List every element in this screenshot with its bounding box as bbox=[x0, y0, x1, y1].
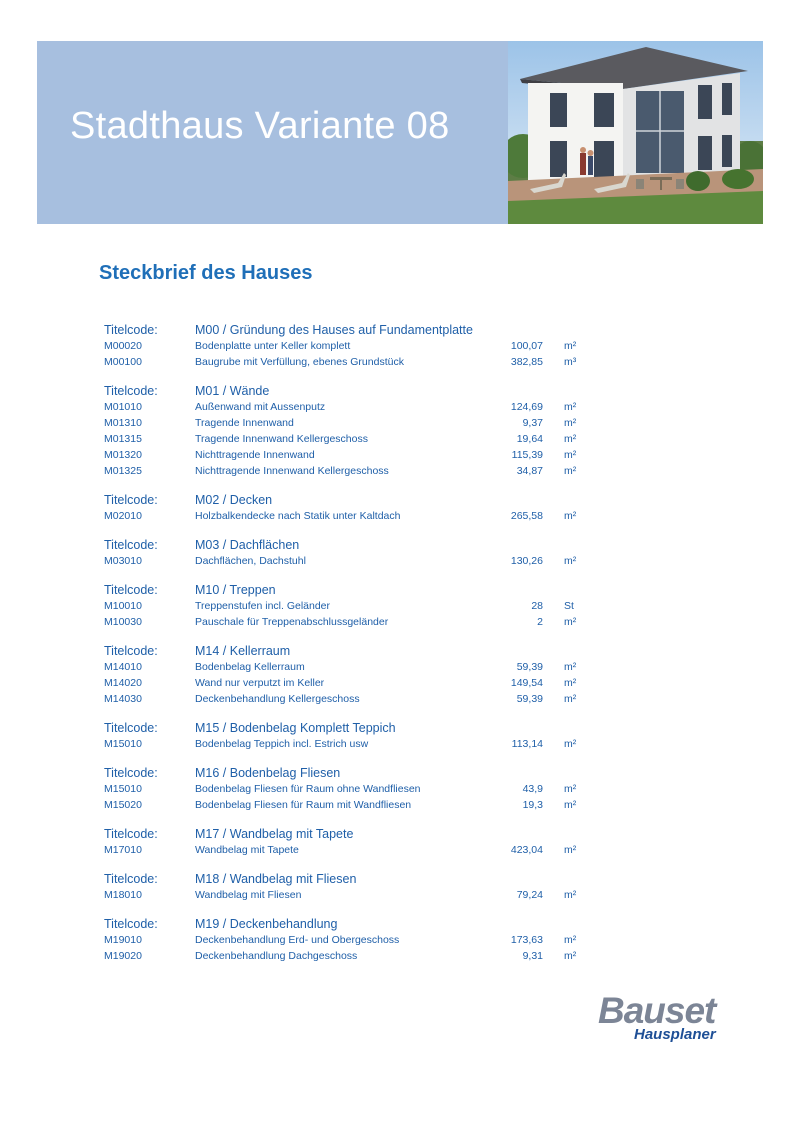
item-code: M15010 bbox=[104, 783, 142, 795]
item-code: M14030 bbox=[104, 693, 142, 705]
item-description: Tragende Innenwand bbox=[195, 417, 294, 429]
logo-subtitle: Hausplaner bbox=[634, 1026, 716, 1043]
item-code: M18010 bbox=[104, 889, 142, 901]
item-code: M01310 bbox=[104, 417, 142, 429]
item-row bbox=[104, 949, 604, 965]
item-description: Bodenbelag Teppich incl. Estrich usw bbox=[195, 738, 369, 750]
item-value: 130,26 bbox=[510, 555, 543, 567]
item-value: 382,85 bbox=[510, 356, 543, 368]
item-description: Deckenbehandlung Dachgeschoss bbox=[195, 950, 358, 962]
item-row bbox=[104, 692, 604, 708]
titelcode-label: Titelcode: bbox=[104, 644, 158, 658]
title-group bbox=[104, 721, 604, 753]
item-unit: m² bbox=[564, 738, 577, 750]
group-header bbox=[104, 538, 604, 554]
item-code: M01320 bbox=[104, 449, 142, 461]
item-row bbox=[104, 355, 604, 371]
group-header bbox=[104, 583, 604, 599]
item-code: M14020 bbox=[104, 677, 142, 689]
title-group bbox=[104, 766, 604, 814]
item-code: M19020 bbox=[104, 950, 142, 962]
item-code: M10010 bbox=[104, 600, 142, 612]
item-unit: m² bbox=[564, 799, 577, 811]
item-row bbox=[104, 599, 604, 615]
item-row bbox=[104, 448, 604, 464]
item-description: Dachflächen, Dachstuhl bbox=[195, 555, 306, 567]
item-row bbox=[104, 509, 604, 525]
item-row bbox=[104, 798, 604, 814]
group-header bbox=[104, 493, 604, 509]
item-row bbox=[104, 615, 604, 631]
house-illustration bbox=[508, 41, 763, 224]
item-row bbox=[104, 432, 604, 448]
item-value: 265,58 bbox=[510, 510, 543, 522]
item-description: Nichttragende Innenwand bbox=[195, 449, 315, 461]
item-row bbox=[104, 888, 604, 904]
item-unit: m³ bbox=[564, 356, 577, 368]
item-value: 34,87 bbox=[516, 465, 543, 477]
item-code: M01325 bbox=[104, 465, 142, 477]
item-value: 149,54 bbox=[510, 677, 543, 689]
group-header bbox=[104, 323, 604, 339]
item-row bbox=[104, 400, 604, 416]
item-code: M00020 bbox=[104, 340, 142, 352]
group-title: M10 / Treppen bbox=[195, 583, 276, 597]
group-title: M15 / Bodenbelag Komplett Teppich bbox=[195, 721, 396, 735]
item-value: 124,69 bbox=[510, 401, 543, 413]
item-unit: m² bbox=[564, 417, 577, 429]
item-unit: m² bbox=[564, 783, 577, 795]
titelcode-label: Titelcode: bbox=[104, 493, 158, 507]
house-photo bbox=[508, 41, 763, 224]
item-description: Bodenplatte unter Keller komplett bbox=[195, 340, 351, 352]
titelcode-label: Titelcode: bbox=[104, 538, 158, 552]
title-group bbox=[104, 917, 604, 965]
item-code: M17010 bbox=[104, 844, 142, 856]
titelcode-label: Titelcode: bbox=[104, 323, 158, 337]
item-unit: m² bbox=[564, 889, 577, 901]
item-description: Treppenstufen incl. Geländer bbox=[195, 600, 331, 612]
group-header bbox=[104, 644, 604, 660]
item-unit: m² bbox=[564, 510, 577, 522]
item-value: 19,3 bbox=[522, 799, 543, 811]
group-title: M19 / Deckenbehandlung bbox=[195, 917, 338, 931]
titelcode-label: Titelcode: bbox=[104, 872, 158, 886]
item-row bbox=[104, 416, 604, 432]
item-value: 28 bbox=[531, 600, 543, 612]
item-value: 79,24 bbox=[516, 889, 543, 901]
title-group bbox=[104, 538, 604, 570]
item-description: Wand nur verputzt im Keller bbox=[195, 677, 325, 689]
item-row bbox=[104, 339, 604, 355]
item-row bbox=[104, 737, 604, 753]
item-unit: m² bbox=[564, 693, 577, 705]
item-unit: m² bbox=[564, 661, 577, 673]
titelcode-label: Titelcode: bbox=[104, 917, 158, 931]
titelcode-label: Titelcode: bbox=[104, 384, 158, 398]
item-row bbox=[104, 676, 604, 692]
item-code: M02010 bbox=[104, 510, 142, 522]
item-row bbox=[104, 933, 604, 949]
item-unit: m² bbox=[564, 950, 577, 962]
item-code: M15020 bbox=[104, 799, 142, 811]
section-title: Steckbrief des Hauses bbox=[99, 262, 313, 284]
title-group bbox=[104, 872, 604, 904]
item-description: Bodenbelag Fliesen für Raum mit Wandfliesen bbox=[195, 799, 412, 811]
item-value: 423,04 bbox=[510, 844, 543, 856]
group-title: M16 / Bodenbelag Fliesen bbox=[195, 766, 341, 780]
item-unit: m² bbox=[564, 844, 577, 856]
item-description: Baugrube mit Verfüllung, ebenes Grundstück bbox=[195, 356, 404, 368]
item-description: Deckenbehandlung Kellergeschoss bbox=[195, 693, 360, 705]
item-value: 9,37 bbox=[522, 417, 543, 429]
title-group bbox=[104, 493, 604, 525]
item-description: Pauschale für Treppenabschlussgeländer bbox=[195, 616, 389, 628]
group-title: M00 / Gründung des Hauses auf Fundamentplatte bbox=[195, 323, 473, 337]
item-row bbox=[104, 660, 604, 676]
page-title: Stadthaus Variante 08 bbox=[70, 105, 450, 147]
item-value: 19,64 bbox=[516, 433, 543, 445]
item-unit: m² bbox=[564, 449, 577, 461]
group-title: M01 / Wände bbox=[195, 384, 270, 398]
item-row bbox=[104, 843, 604, 859]
item-code: M14010 bbox=[104, 661, 142, 673]
title-group bbox=[104, 384, 604, 480]
item-value: 9,31 bbox=[522, 950, 543, 962]
group-title: M02 / Decken bbox=[195, 493, 273, 507]
item-unit: m² bbox=[564, 934, 577, 946]
item-value: 113,14 bbox=[511, 738, 543, 750]
item-row bbox=[104, 554, 604, 570]
item-unit: m² bbox=[564, 433, 577, 445]
title-group bbox=[104, 583, 604, 631]
item-value: 173,63 bbox=[510, 934, 543, 946]
titelcode-label: Titelcode: bbox=[104, 721, 158, 735]
titelcode-label: Titelcode: bbox=[104, 827, 158, 841]
item-description: Deckenbehandlung Erd- und Obergeschoss bbox=[195, 934, 400, 946]
title-code-list bbox=[104, 323, 604, 978]
item-code: M01315 bbox=[104, 433, 142, 445]
item-unit: St bbox=[564, 600, 574, 612]
item-description: Tragende Innenwand Kellergeschoss bbox=[195, 433, 368, 445]
item-description: Holzbalkendecke nach Statik unter Kaltdach bbox=[195, 510, 401, 522]
item-description: Bodenbelag Fliesen für Raum ohne Wandfliesen bbox=[195, 783, 421, 795]
item-code: M01010 bbox=[104, 401, 142, 413]
item-code: M15010 bbox=[104, 738, 142, 750]
item-row bbox=[104, 782, 604, 798]
title-group bbox=[104, 323, 604, 371]
item-unit: m² bbox=[564, 555, 577, 567]
title-group bbox=[104, 827, 604, 859]
item-unit: m² bbox=[564, 340, 577, 352]
item-unit: m² bbox=[564, 401, 577, 413]
item-row bbox=[104, 464, 604, 480]
title-group bbox=[104, 644, 604, 708]
item-description: Wandbelag mit Tapete bbox=[195, 844, 299, 856]
item-value: 59,39 bbox=[516, 661, 543, 673]
item-description: Bodenbelag Kellerraum bbox=[195, 661, 305, 673]
group-header bbox=[104, 917, 604, 933]
group-header bbox=[104, 384, 604, 400]
group-title: M14 / Kellerraum bbox=[195, 644, 291, 658]
group-header bbox=[104, 827, 604, 843]
item-value: 59,39 bbox=[516, 693, 543, 705]
item-value: 43,9 bbox=[522, 783, 543, 795]
item-code: M10030 bbox=[104, 616, 142, 628]
item-description: Nichttragende Innenwand Kellergeschoss bbox=[195, 465, 389, 477]
item-description: Außenwand mit Aussenputz bbox=[195, 401, 326, 413]
group-title: M03 / Dachflächen bbox=[195, 538, 300, 552]
item-value: 2 bbox=[537, 616, 543, 628]
logo-wordmark: Bauset bbox=[598, 990, 716, 1031]
item-value: 115,39 bbox=[511, 449, 543, 461]
item-unit: m² bbox=[564, 465, 577, 477]
item-code: M03010 bbox=[104, 555, 142, 567]
titelcode-label: Titelcode: bbox=[104, 766, 158, 780]
group-title: M17 / Wandbelag mit Tapete bbox=[195, 827, 354, 841]
item-unit: m² bbox=[564, 677, 577, 689]
titelcode-label: Titelcode: bbox=[104, 583, 158, 597]
group-title: M18 / Wandbelag mit Fliesen bbox=[195, 872, 357, 886]
group-header bbox=[104, 766, 604, 782]
bauset-logo bbox=[598, 990, 748, 1046]
item-unit: m² bbox=[564, 616, 577, 628]
item-value: 100,07 bbox=[510, 340, 543, 352]
item-code: M19010 bbox=[104, 934, 142, 946]
group-header bbox=[104, 721, 604, 737]
item-code: M00100 bbox=[104, 356, 142, 368]
group-header bbox=[104, 872, 604, 888]
item-description: Wandbelag mit Fliesen bbox=[195, 889, 302, 901]
